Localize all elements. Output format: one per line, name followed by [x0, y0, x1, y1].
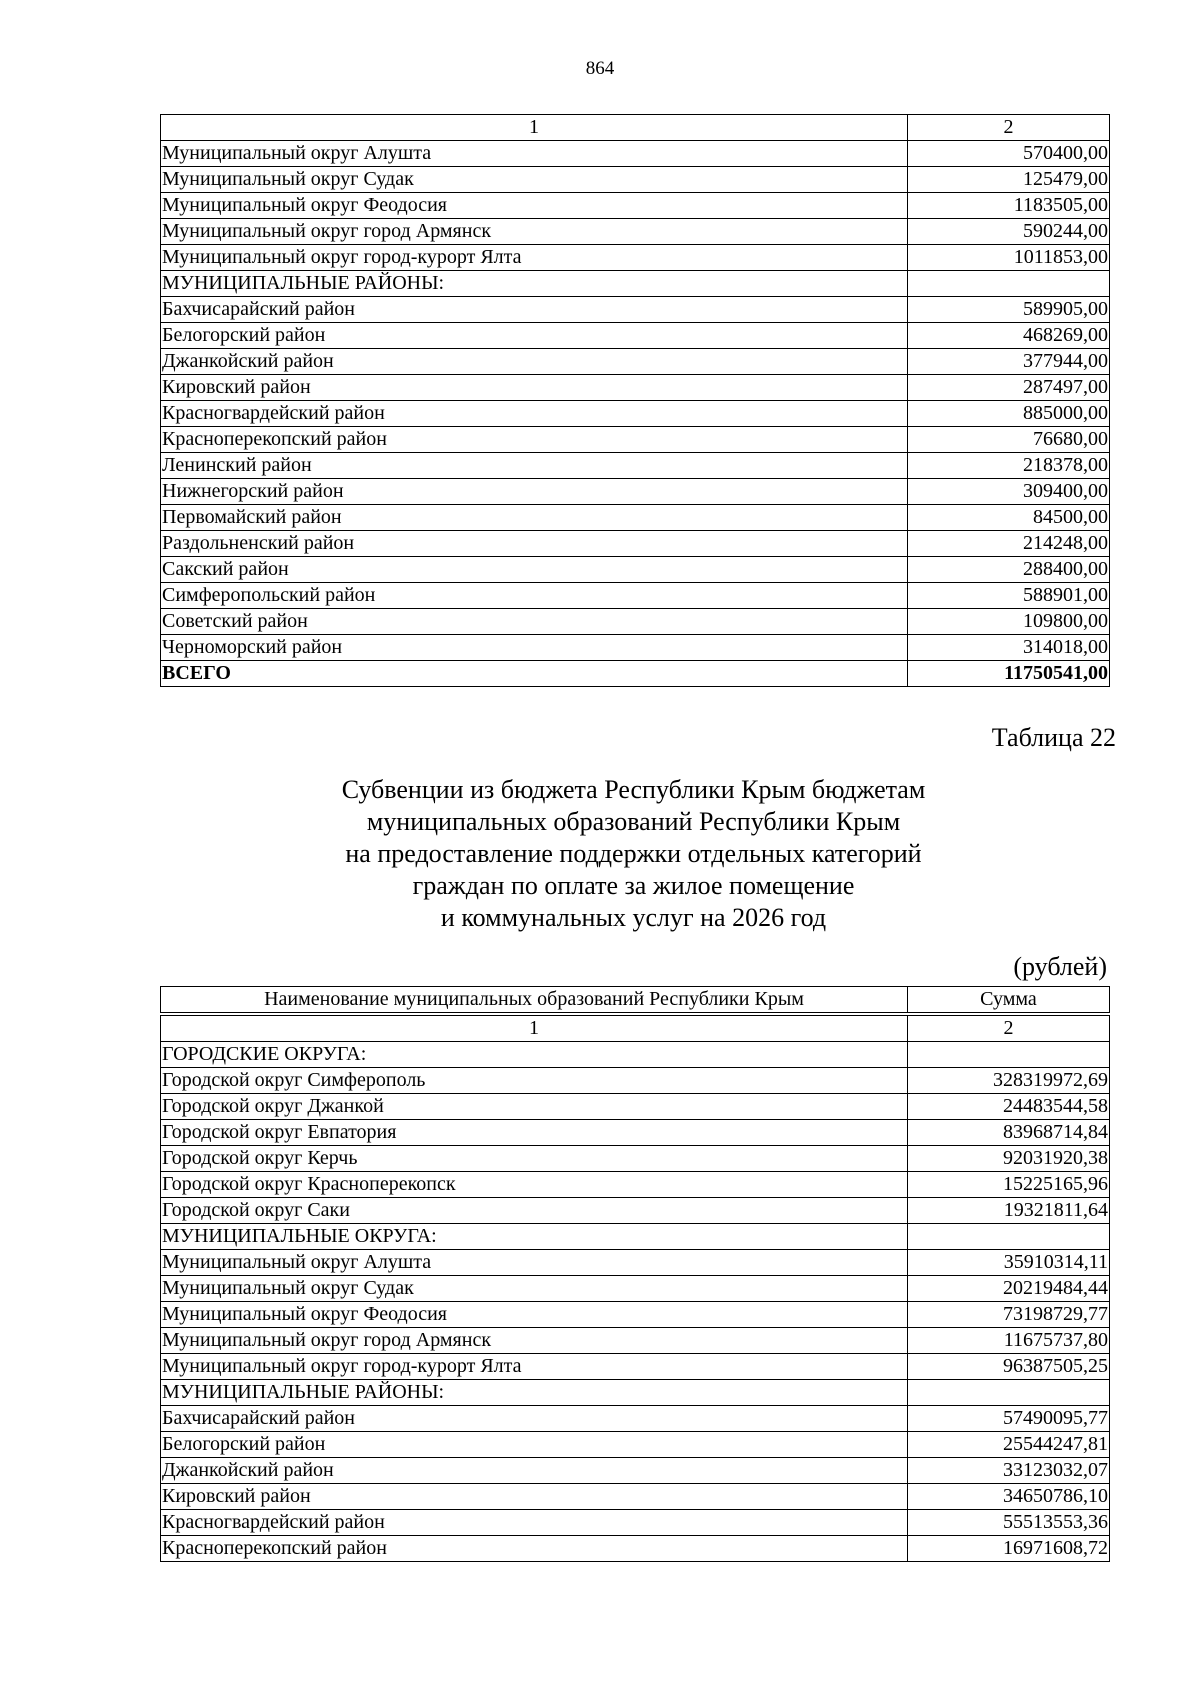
- municipality-name: Ленинский район: [161, 453, 908, 479]
- amount-value: 885000,00: [908, 401, 1110, 427]
- municipality-name: Советский район: [161, 609, 908, 635]
- table-row: [161, 635, 1110, 661]
- municipality-name: Муниципальный округ город-курорт Ялта: [161, 1354, 908, 1380]
- title-line: Субвенции из бюджета Республики Крым бюджетам: [341, 775, 926, 804]
- table-row: [161, 323, 1110, 349]
- amount-value: 34650786,10: [908, 1484, 1110, 1510]
- table-row: [161, 1432, 1110, 1458]
- table-row: [161, 531, 1110, 557]
- table-row: [161, 1484, 1110, 1510]
- municipality-name: Красноперекопский район: [161, 1536, 908, 1562]
- municipality-name: Городской округ Красноперекопск: [161, 1172, 908, 1198]
- municipality-name: Кировский район: [161, 375, 908, 401]
- amount-value: [908, 1042, 1110, 1068]
- amount-value: 73198729,77: [908, 1302, 1110, 1328]
- amount-value: 24483544,58: [908, 1094, 1110, 1120]
- municipality-name: ВСЕГО: [161, 661, 908, 687]
- municipality-name: Муниципальный округ Алушта: [161, 1250, 908, 1276]
- amount-value: 589905,00: [908, 297, 1110, 323]
- municipality-name: Красногвардейский район: [161, 401, 908, 427]
- table-row: [161, 1172, 1110, 1198]
- table-row: [161, 245, 1110, 271]
- amount-value: 57490095,77: [908, 1406, 1110, 1432]
- table-row: [161, 661, 1110, 687]
- municipality-name: Муниципальный округ Судак: [161, 1276, 908, 1302]
- amount-value: 15225165,96: [908, 1172, 1110, 1198]
- subsidies-table: [160, 1015, 1110, 1562]
- table-row: [161, 1224, 1110, 1250]
- header-row: [161, 987, 1110, 1013]
- table-row: [161, 609, 1110, 635]
- municipality-name: Белогорский район: [161, 323, 908, 349]
- amount-value: 590244,00: [908, 219, 1110, 245]
- table-row: [161, 427, 1110, 453]
- table-row: [161, 141, 1110, 167]
- municipality-name: Раздольненский район: [161, 531, 908, 557]
- municipality-name: Первомайский район: [161, 505, 908, 531]
- table-row: [161, 1302, 1110, 1328]
- table-row: [161, 167, 1110, 193]
- column-number: 1: [161, 115, 908, 141]
- amount-value: 588901,00: [908, 583, 1110, 609]
- title-line: граждан по оплате за жилое помещение: [412, 871, 855, 900]
- amount-value: 314018,00: [908, 635, 1110, 661]
- amount-value: 287497,00: [908, 375, 1110, 401]
- table-continuation: [160, 114, 1110, 687]
- title-line: муниципальных образований Республики Крым: [366, 807, 901, 836]
- table-row: [161, 1276, 1110, 1302]
- table-row: [161, 1146, 1110, 1172]
- municipality-name: МУНИЦИПАЛЬНЫЕ РАЙОНЫ:: [161, 1380, 908, 1406]
- table-row: [161, 271, 1110, 297]
- table-caption: Таблица 22: [991, 723, 1116, 752]
- table-row: [161, 1042, 1110, 1068]
- page-number: 864: [585, 58, 615, 79]
- amount-value: 76680,00: [908, 427, 1110, 453]
- municipality-name: Нижнегорский район: [161, 479, 908, 505]
- table-row: [161, 1354, 1110, 1380]
- table-row: [161, 505, 1110, 531]
- table-row: [161, 557, 1110, 583]
- amount-value: 11675737,80: [908, 1328, 1110, 1354]
- table-header: [160, 986, 1110, 1013]
- amount-value: 218378,00: [908, 453, 1110, 479]
- municipality-name: ГОРОДСКИЕ ОКРУГА:: [161, 1042, 908, 1068]
- amount-value: 125479,00: [908, 167, 1110, 193]
- table-row: [161, 349, 1110, 375]
- municipality-name: Симферопольский район: [161, 583, 908, 609]
- municipality-name: Белогорский район: [161, 1432, 908, 1458]
- table-row: [161, 401, 1110, 427]
- table-row: [161, 1510, 1110, 1536]
- municipality-name: Муниципальный округ город Армянск: [161, 1328, 908, 1354]
- title-line: и коммунальных услуг на 2026 год: [440, 903, 827, 932]
- amount-value: 1183505,00: [908, 193, 1110, 219]
- table-row: [161, 479, 1110, 505]
- municipality-name: Городской округ Симферополь: [161, 1068, 908, 1094]
- municipality-name: Городской округ Керчь: [161, 1146, 908, 1172]
- table-row: [161, 297, 1110, 323]
- municipality-name: Джанкойский район: [161, 349, 908, 375]
- municipality-name: Красноперекопский район: [161, 427, 908, 453]
- municipality-name: Муниципальный округ Феодосия: [161, 193, 908, 219]
- amount-value: 109800,00: [908, 609, 1110, 635]
- municipality-name: Сакский район: [161, 557, 908, 583]
- municipality-name: Муниципальный округ город Армянск: [161, 219, 908, 245]
- municipality-name: МУНИЦИПАЛЬНЫЕ РАЙОНЫ:: [161, 271, 908, 297]
- amount-value: 570400,00: [908, 141, 1110, 167]
- amount-value: 55513553,36: [908, 1510, 1110, 1536]
- municipality-name: Джанкойский район: [161, 1458, 908, 1484]
- amount-value: 377944,00: [908, 349, 1110, 375]
- column-number: 1: [161, 1016, 908, 1042]
- table-row: [161, 1250, 1110, 1276]
- amount-value: 20219484,44: [908, 1276, 1110, 1302]
- title-line: на предоставление поддержки отдельных категорий: [345, 839, 922, 868]
- table-title: [160, 774, 1107, 934]
- amount-value: 25544247,81: [908, 1432, 1110, 1458]
- municipality-name: Городской округ Саки: [161, 1198, 908, 1224]
- amount-value: 16971608,72: [908, 1536, 1110, 1562]
- table-row: [161, 1406, 1110, 1432]
- amount-value: [908, 1380, 1110, 1406]
- column-header-sum: Сумма: [908, 987, 1110, 1013]
- amount-value: [908, 271, 1110, 297]
- amount-value: 1011853,00: [908, 245, 1110, 271]
- table-row: [161, 1536, 1110, 1562]
- column-number-row: [161, 1016, 1110, 1042]
- table-row: [161, 453, 1110, 479]
- municipality-name: Черноморский район: [161, 635, 908, 661]
- municipality-name: Бахчисарайский район: [161, 297, 908, 323]
- table-row: [161, 1068, 1110, 1094]
- amount-value: 328319972,69: [908, 1068, 1110, 1094]
- municipality-name: Красногвардейский район: [161, 1510, 908, 1536]
- table-row: [161, 1120, 1110, 1146]
- amount-value: 35910314,11: [908, 1250, 1110, 1276]
- column-number-row: [161, 115, 1110, 141]
- table-row: [161, 1458, 1110, 1484]
- amount-value: 96387505,25: [908, 1354, 1110, 1380]
- table-row: [161, 583, 1110, 609]
- municipality-name: Городской округ Евпатория: [161, 1120, 908, 1146]
- amount-value: 84500,00: [908, 505, 1110, 531]
- municipality-name: Муниципальный округ город-курорт Ялта: [161, 245, 908, 271]
- table-row: [161, 1328, 1110, 1354]
- table-row: [161, 375, 1110, 401]
- column-number: 2: [908, 1016, 1110, 1042]
- amount-value: 214248,00: [908, 531, 1110, 557]
- amount-value: 19321811,64: [908, 1198, 1110, 1224]
- municipality-name: Бахчисарайский район: [161, 1406, 908, 1432]
- table-row: [161, 193, 1110, 219]
- table-row: [161, 1094, 1110, 1120]
- municipality-name: Городской округ Джанкой: [161, 1094, 908, 1120]
- amount-value: 309400,00: [908, 479, 1110, 505]
- amount-value: 83968714,84: [908, 1120, 1110, 1146]
- amount-value: [908, 1224, 1110, 1250]
- amount-value: 92031920,38: [908, 1146, 1110, 1172]
- municipality-name: Муниципальный округ Алушта: [161, 141, 908, 167]
- units-label: (рублей): [1013, 952, 1107, 981]
- municipality-name: МУНИЦИПАЛЬНЫЕ ОКРУГА:: [161, 1224, 908, 1250]
- amount-value: 468269,00: [908, 323, 1110, 349]
- table-row: [161, 1380, 1110, 1406]
- municipality-name: Кировский район: [161, 1484, 908, 1510]
- municipality-name: Муниципальный округ Феодосия: [161, 1302, 908, 1328]
- column-number: 2: [908, 115, 1110, 141]
- amount-value: 33123032,07: [908, 1458, 1110, 1484]
- municipality-name: Муниципальный округ Судак: [161, 167, 908, 193]
- amount-value: 288400,00: [908, 557, 1110, 583]
- column-header-name: Наименование муниципальных образований Республики Крым: [161, 987, 908, 1013]
- amount-value: 11750541,00: [908, 661, 1110, 687]
- table-row: [161, 219, 1110, 245]
- table-row: [161, 1198, 1110, 1224]
